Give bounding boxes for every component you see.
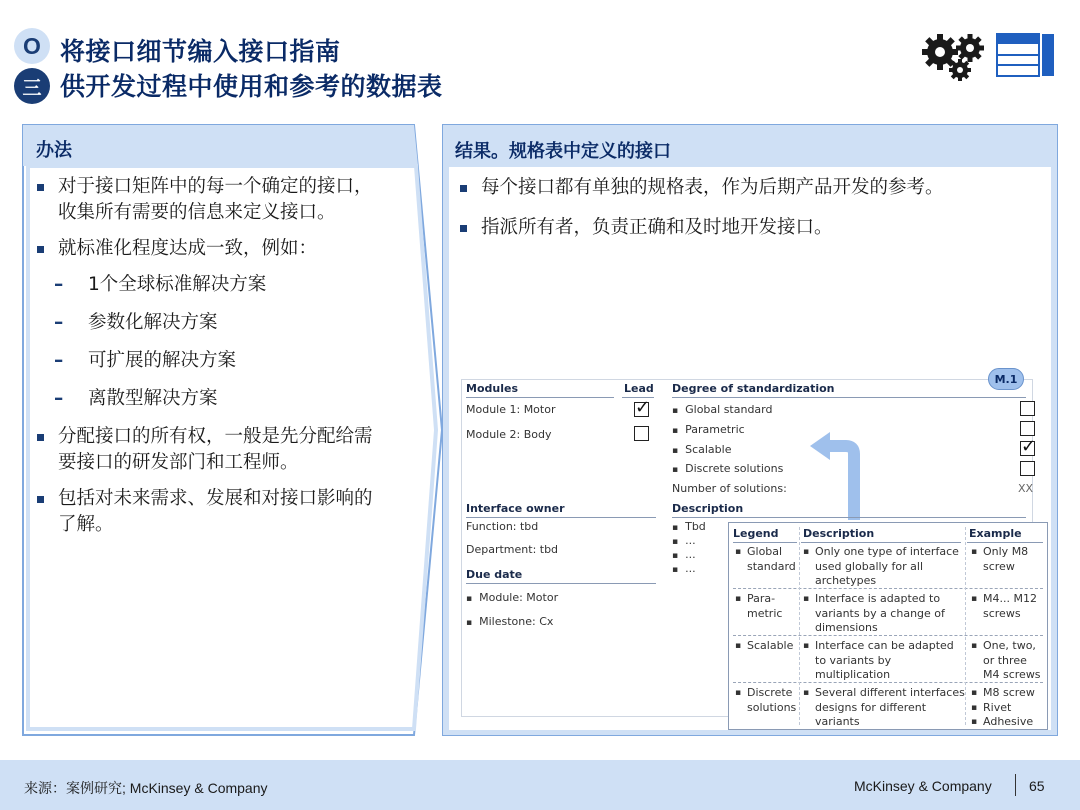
module-name: Module 1: Motor [466,403,556,416]
page-number: 65 [1029,778,1045,794]
footer-brand: McKinsey & Company [854,778,992,794]
result-list [459,175,1039,255]
owner-function: Function: tbd [466,520,539,533]
spec-sheet [461,372,1041,728]
due-date-item: ▪ Module: Motor [466,591,558,604]
legend-row-example-list [971,686,1045,730]
footer [0,760,1080,810]
owner-department: Department: tbd [466,543,559,556]
step-badge-top: O [14,28,50,64]
modules-header: Modules [466,382,518,395]
result-item: 指派所有者，负责正确和及时地开发接口。 [459,215,1039,241]
standardization-checkbox-parametric[interactable] [1020,421,1035,436]
legend-row-example: ▪ One, two, or three M4 screws [983,639,1045,683]
description-item: ▪ ... [672,562,696,575]
legend-row-example: ▪ M4... M12 screws [983,592,1045,621]
lead-header: Lead [624,382,654,395]
result-item: 每个接口都有单独的规格表，作为后期产品开发的参考。 [459,175,1039,201]
legend-example-item: ▪ Adhesive [971,715,1034,728]
legend-header-description: Description [803,527,875,540]
standardization-checkbox-scalable[interactable] [1020,441,1035,456]
standardization-option: ▪ Scalable [672,443,731,456]
approach-subitem: – 离散型解决方案 [36,386,386,412]
approach-panel [22,124,444,736]
legend-row-description: ▪ Interface is adapted to variants by a change of dimensions [815,592,965,636]
up-arrow-icon [806,432,866,522]
standardization-option: ▪ Global standard [672,403,773,416]
lead-checkbox-module-1[interactable] [634,402,649,417]
result-panel [442,124,1058,736]
approach-title: 办法 [36,140,72,161]
spec-badge: M.1 [988,368,1024,390]
description-item: ▪ ... [672,548,696,561]
lead-checkbox-module-2[interactable] [634,426,649,441]
approach-item: 对于接口矩阵中的每一个确定的接口，收集所有需要的信息来定义接口。 [36,174,386,226]
legend-row-description: ▪ Interface can be adapted to variants by multiplication [815,639,965,683]
legend-row-description: ▪ Only one type of interface used globally for all archetypes [815,545,965,589]
standardization-checkbox-global[interactable] [1020,401,1035,416]
gears-icon [920,30,992,82]
description-header: Description [672,502,744,515]
due-date-header: Due date [466,568,523,581]
standardization-checkbox-discrete[interactable] [1020,461,1035,476]
approach-list [36,174,386,548]
number-of-solutions-label: Number of solutions: [672,482,787,495]
due-date-item: ▪ Milestone: Cx [466,615,553,628]
legend-row-legend: ▪ Global standard [747,545,799,574]
legend-row-example: ▪ Only M8 screw [983,545,1045,574]
legend-row-legend: ▪ Para-metric [747,592,799,621]
result-body [449,167,1051,730]
legend-table [728,522,1048,730]
page-title-line-1: 将接口细节编入接口指南 [60,37,341,66]
footer-divider [1015,774,1016,796]
number-of-solutions-value: XX [1018,482,1034,495]
approach-subitem: – 1个全球标准解决方案 [36,272,386,298]
legend-header-legend: Legend [733,527,779,540]
interface-owner-header: Interface owner [466,502,565,515]
standardization-option: ▪ Discrete solutions [672,462,783,475]
table-icon [996,32,1056,78]
page-title-line-2: 供开发过程中使用和参考的数据表 [60,72,443,101]
description-item: ▪ Tbd [672,520,706,533]
module-name: Module 2: Body [466,428,552,441]
legend-row-description: ▪ Several different interfaces designs for different variants [815,686,965,730]
step-badge-bottom: 三 [14,68,50,104]
description-item: ▪ ... [672,534,696,547]
approach-item: 分配接口的所有权，一般是先分配给需要接口的研发部门和工程师。 [36,424,386,476]
legend-example-item: ▪ M8 screw [971,686,1035,699]
approach-subitem: – 参数化解决方案 [36,310,386,336]
standardization-option: ▪ Parametric [672,423,745,436]
result-title: 结果。规格表中定义的接口 [455,141,671,162]
legend-example-item: ▪ Rivet [971,700,1012,714]
footer-source: 来源：案例研究; McKinsey & Company [24,780,268,796]
legend-row-legend: ▪ Scalable [747,639,803,654]
approach-item: 包括对未来需求、发展和对接口影响的了解。 [36,486,386,538]
legend-header-example: Example [969,527,1022,540]
standardization-header: Degree of standardization [672,382,835,395]
approach-item: 就标准化程度达成一致，例如： [36,236,386,262]
approach-subitem: – 可扩展的解决方案 [36,348,386,374]
legend-row-legend: ▪ Discrete solutions [747,686,801,715]
